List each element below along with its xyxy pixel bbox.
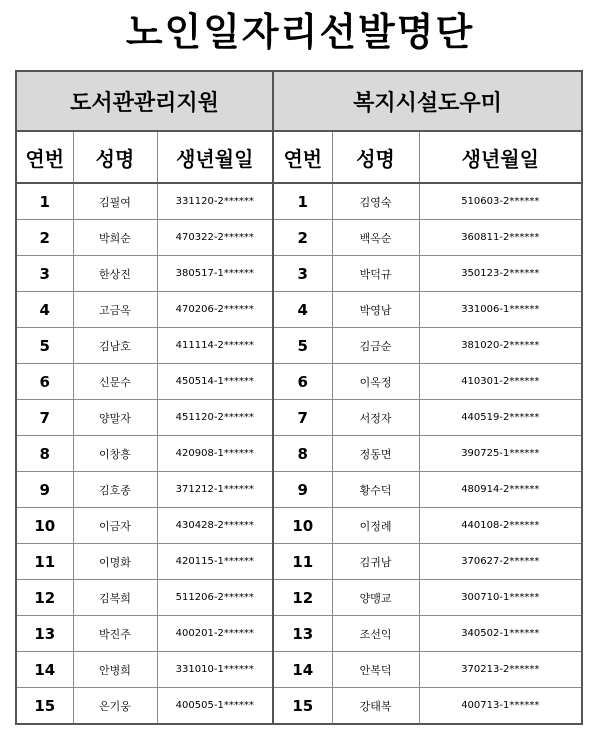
row-number: 13 <box>16 616 73 652</box>
person-name: 안복덕 <box>332 652 419 688</box>
row-number: 14 <box>16 652 73 688</box>
person-name: 박진주 <box>73 616 157 652</box>
birth-date: 451120-2****** <box>157 400 273 436</box>
person-name: 김호종 <box>73 472 157 508</box>
table-row <box>16 220 582 256</box>
birth-date: 511206-2****** <box>157 580 273 616</box>
person-name: 김복희 <box>73 580 157 616</box>
person-name: 김귀남 <box>332 544 419 580</box>
row-number: 1 <box>16 183 73 220</box>
row-number: 15 <box>273 688 332 725</box>
table-row <box>16 688 582 725</box>
person-name: 안병희 <box>73 652 157 688</box>
birth-date: 331010-1****** <box>157 652 273 688</box>
person-name: 황수덕 <box>332 472 419 508</box>
column-header-birthdate: 생년월일 <box>157 131 273 183</box>
person-name: 이창흥 <box>73 436 157 472</box>
table-row <box>16 292 582 328</box>
birth-date: 370213-2****** <box>419 652 582 688</box>
person-name: 신문수 <box>73 364 157 400</box>
birth-date: 381020-2****** <box>419 328 582 364</box>
birth-date: 450514-1****** <box>157 364 273 400</box>
birth-date: 420115-1****** <box>157 544 273 580</box>
person-name: 강태복 <box>332 688 419 725</box>
row-number: 3 <box>273 256 332 292</box>
row-number: 14 <box>273 652 332 688</box>
row-number: 7 <box>16 400 73 436</box>
row-number: 5 <box>16 328 73 364</box>
row-number: 8 <box>273 436 332 472</box>
birth-date: 411114-2****** <box>157 328 273 364</box>
person-name: 이명화 <box>73 544 157 580</box>
row-number: 12 <box>16 580 73 616</box>
roster-body <box>16 183 582 724</box>
person-name: 백옥순 <box>332 220 419 256</box>
table-row <box>16 652 582 688</box>
birth-date: 440519-2****** <box>419 400 582 436</box>
selection-roster-table <box>15 70 583 725</box>
birth-date: 370627-2****** <box>419 544 582 580</box>
person-name: 고금옥 <box>73 292 157 328</box>
person-name: 정동면 <box>332 436 419 472</box>
column-header-birthdate: 생년월일 <box>419 131 582 183</box>
table-row <box>16 364 582 400</box>
person-name: 박희순 <box>73 220 157 256</box>
row-number: 12 <box>273 580 332 616</box>
birth-date: 360811-2****** <box>419 220 582 256</box>
table-row <box>16 580 582 616</box>
person-name: 박덕규 <box>332 256 419 292</box>
person-name: 서정자 <box>332 400 419 436</box>
row-number: 2 <box>16 220 73 256</box>
person-name: 이금자 <box>73 508 157 544</box>
person-name: 조선익 <box>332 616 419 652</box>
person-name: 박영남 <box>332 292 419 328</box>
table-row <box>16 256 582 292</box>
birth-date: 400201-2****** <box>157 616 273 652</box>
birth-date: 400713-1****** <box>419 688 582 725</box>
table-row <box>16 616 582 652</box>
row-number: 2 <box>273 220 332 256</box>
section-title-library-support: 도서관관리지원 <box>16 71 273 131</box>
row-number: 6 <box>273 364 332 400</box>
person-name: 김필여 <box>73 183 157 220</box>
table-row <box>16 472 582 508</box>
column-header-number: 연번 <box>273 131 332 183</box>
birth-date: 300710-1****** <box>419 580 582 616</box>
page-title: 노인일자리선발명단 <box>125 10 475 54</box>
birth-date: 480914-2****** <box>419 472 582 508</box>
birth-date: 350123-2****** <box>419 256 582 292</box>
table-row <box>16 436 582 472</box>
row-number: 7 <box>273 400 332 436</box>
birth-date: 510603-2****** <box>419 183 582 220</box>
row-number: 10 <box>16 508 73 544</box>
row-number: 8 <box>16 436 73 472</box>
row-number: 4 <box>273 292 332 328</box>
birth-date: 331120-2****** <box>157 183 273 220</box>
person-name: 이정례 <box>332 508 419 544</box>
birth-date: 380517-1****** <box>157 256 273 292</box>
row-number: 13 <box>273 616 332 652</box>
row-number: 1 <box>273 183 332 220</box>
table-row <box>16 400 582 436</box>
section-header-row <box>16 71 582 131</box>
column-header-row <box>16 131 582 183</box>
birth-date: 410301-2****** <box>419 364 582 400</box>
section-title-welfare-helper: 복지시설도우미 <box>273 71 582 131</box>
person-name: 양말자 <box>73 400 157 436</box>
birth-date: 420908-1****** <box>157 436 273 472</box>
birth-date: 371212-1****** <box>157 472 273 508</box>
row-number: 3 <box>16 256 73 292</box>
person-name: 한상진 <box>73 256 157 292</box>
birth-date: 400505-1****** <box>157 688 273 725</box>
table-row <box>16 183 582 220</box>
column-header-name: 성명 <box>332 131 419 183</box>
person-name: 은기웅 <box>73 688 157 725</box>
person-name: 김영숙 <box>332 183 419 220</box>
birth-date: 340502-1****** <box>419 616 582 652</box>
row-number: 5 <box>273 328 332 364</box>
row-number: 4 <box>16 292 73 328</box>
person-name: 김금순 <box>332 328 419 364</box>
table-row <box>16 544 582 580</box>
person-name: 양맹교 <box>332 580 419 616</box>
birth-date: 331006-1****** <box>419 292 582 328</box>
row-number: 11 <box>273 544 332 580</box>
birth-date: 440108-2****** <box>419 508 582 544</box>
row-number: 11 <box>16 544 73 580</box>
table-row <box>16 328 582 364</box>
birth-date: 470322-2****** <box>157 220 273 256</box>
person-name: 김남호 <box>73 328 157 364</box>
birth-date: 430428-2****** <box>157 508 273 544</box>
column-header-number: 연번 <box>16 131 73 183</box>
row-number: 6 <box>16 364 73 400</box>
person-name: 이옥정 <box>332 364 419 400</box>
birth-date: 390725-1****** <box>419 436 582 472</box>
birth-date: 470206-2****** <box>157 292 273 328</box>
row-number: 10 <box>273 508 332 544</box>
table-row <box>16 508 582 544</box>
row-number: 9 <box>273 472 332 508</box>
row-number: 15 <box>16 688 73 725</box>
column-header-name: 성명 <box>73 131 157 183</box>
row-number: 9 <box>16 472 73 508</box>
